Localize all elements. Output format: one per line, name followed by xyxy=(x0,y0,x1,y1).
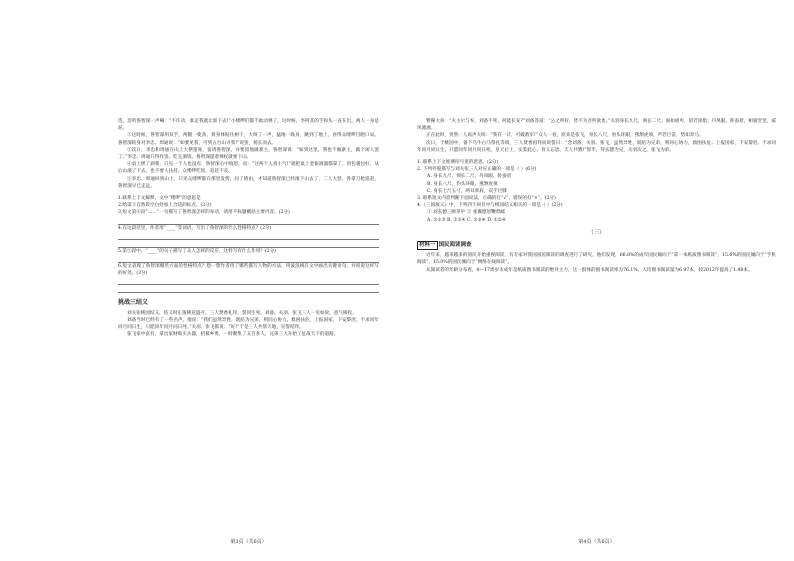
option[interactable]: ① 刘玄德三顾茅庐 ② 张翼德怒鞭督邮 xyxy=(427,210,505,216)
answer-line[interactable] xyxy=(118,288,379,293)
answer-line[interactable] xyxy=(118,235,379,240)
paragraph: 选，忽听鲁智深一声喊：“不许动，谁走我就让谁下去!”小喽啰们都不敢动弹了，这时候，李阿其的手和头一直在出，两人一身是泥。 xyxy=(118,119,379,132)
paragraph: 次日，于桃园中，备下乌牛白马祭礼等项，三人焚香再拜而说誓曰：“念刘备、关羽、张飞，虽然异姓，既结为兄弟，则同心协力，救困扶危；上报国家，下安黎庶。不求同年同月同日生，只愿同年同月同日死。皇天后土，实鉴此心，背义忘恩，天人共戮!”誓毕，拜玄德为兄，关羽次之，张飞为弟。 xyxy=(417,140,776,153)
reading-passage-three-kingdoms xyxy=(417,118,776,274)
page-footer: 第4页（共6页） xyxy=(578,539,615,545)
material-title-text: 国民阅读调查 xyxy=(438,242,472,249)
paragraph: 刘关张桃园结义，结义时正值桃花盛开，三人焚香礼拜，誓同生死。刘备、关羽、张飞三人一见如故，意气相投。 xyxy=(127,310,357,316)
paragraph: ②这时候，鲁智深用双手，两腿一使劲，将身体贴住树干，大叫了一声，猛地一纵身，跳到了地上，看得众喽啰目瞪口呆。鲁智深转身对李忠、周通说：“如要见我，可到五台山寻我!”说罢，扬长而去。 xyxy=(118,133,379,146)
reading-passage-lu-zhishen xyxy=(118,118,379,338)
paragraph: 近年来，越来越多的国民开始重视阅读，有专家对我国国民阅读的调查进行了研究，他们发现，66.8%的成年国民倾向于“拿一本纸质图书阅读”，15.6%的国民倾向于“手机阅读”，15.0%的国民倾向于“网络在线阅读”。 xyxy=(417,253,776,266)
paragraph: 刘备当时已经有了一些名声，他说：“我们虽然异姓，既结为兄弟，则同心协力，救困扶危，上报国家，下安黎庶。不求同年同月同日生，只愿同年同月同日死。”关羽、张飞都说：“好!”于是三人共祭天地，宣誓结拜。 xyxy=(118,317,379,331)
paragraph: 曹操大喜：“夫主尔与弃，刘备不死，何能长安?”刘备答道：“公之所好，皆不为吾所欲也。”关羽身长九尺，须长二尺；面如重枣，唇若涂脂；丹凤眼，卧蚕眉，相貌堂堂，威风凛凛。 xyxy=(417,119,776,132)
question-6: 6.短文表现了鲁智深哪些方面的性格特点？想一想作者用了哪些描写人物的方法，用波浪线在文中画出关键语句，并说说这样写的好处。(3分) xyxy=(118,264,379,277)
question-1: 1.联系上下文解释，文中“喽啰”的意思是 xyxy=(118,196,201,202)
paragraph: ④桌上摆了酒菜，只见一个人也没有，鲁智深心中恼怒，说：“这两个人真小气!”就把桌上金银酒器都拿了，用包裹包好，从后山滚了下去，也不要人扶持。众喽啰吃惊，追赶不及。 xyxy=(118,162,379,175)
paragraph: 张飞家中富有，拿出家财购买兵器，招募乡勇，一时聚集了五百多人，兄弟三人开始了征战天下的道路。 xyxy=(127,332,339,338)
question-1: 1. 联系上下文推测括号里的意思。(2分) xyxy=(417,160,499,166)
question-2: 2. 下列外貌描写与刘关张三人对应正确的一项是（ ）(6分) xyxy=(417,167,537,173)
paragraph: ⑤李忠、周通回到山上，只见众喽啰都在那里发愣，问了情由，才知道鲁智深已经滚下山去了，二人大怒，各拿刀枪追赶，鲁智深早已走远。 xyxy=(118,176,379,189)
option[interactable]: C. 身长七尺五寸，两耳垂肩，双手过膝 xyxy=(427,188,507,194)
paragraph: ⑤次日，李忠和周通在山上大摆筵席，宴请鲁智深，并要留他做寨主。鲁智深说：“如到这里，我也不做寨主，做个闲人罢了。”李忠、周通只得作罢。吃完酒饭，鲁智深提着禅杖就要下山。 xyxy=(118,147,379,161)
option[interactable]: A. ①②③ B. ②③④ C. ①③④ D. ①②④ xyxy=(427,217,507,223)
question-2: 2.给第②自然段空白处加上合适的标点。(3分) xyxy=(118,203,212,209)
question-4: 4.《三国演义》中，下列四个回目中与桃园结义相关的一项是（ ）(2分) xyxy=(417,203,563,209)
question-3: 3.短文第④段“……”一句描写了鲁智深怎样的举动，请用不标题概括主要内容。(2分) xyxy=(118,210,290,216)
question-3: 3. 联系短文内容判断下面说法，正确的打“√”，错误的打“×”。(2分) xyxy=(417,196,556,202)
answer-line[interactable] xyxy=(118,280,379,285)
option[interactable]: B. 身长八尺，豹头环眼，燕颔虎须 xyxy=(427,181,498,187)
page-footer: 第3页（共6页） xyxy=(230,539,267,545)
section-number: （三） xyxy=(588,229,605,236)
paragraph: 从阅读者的年龄分布看，0—17周岁未成年是纸质图书阅读的绝对主力，这一群体的图书阅读率为76.1%，人均图书阅读量为6.97本，较2012年提高了1.48本。 xyxy=(426,267,753,273)
material-label: 材料一 xyxy=(417,241,438,250)
page-4 xyxy=(397,0,794,561)
option[interactable]: A. 身长九尺，须长二尺，丹凤眼，卧蚕眉 xyxy=(427,174,512,180)
question-5: 5.第⑤段中，“____”的句子描写了众人怎样的反应，这样写有什么作用？(2分) xyxy=(118,248,276,254)
section-title: 挑战三结义 xyxy=(118,299,149,307)
question-4: 4.在这段话里，作者用“____”等词语，写出了鲁智深的什么性格特点？(2分) xyxy=(118,225,272,231)
paragraph: 正在此时，突然一人高声大叫：“我有一计，可破敌军!”众人一看，原来是张飞，身长八尺，豹头环眼，燕颔虎须，声若巨雷，势如奔马。 xyxy=(426,133,704,139)
material-title xyxy=(417,241,776,250)
